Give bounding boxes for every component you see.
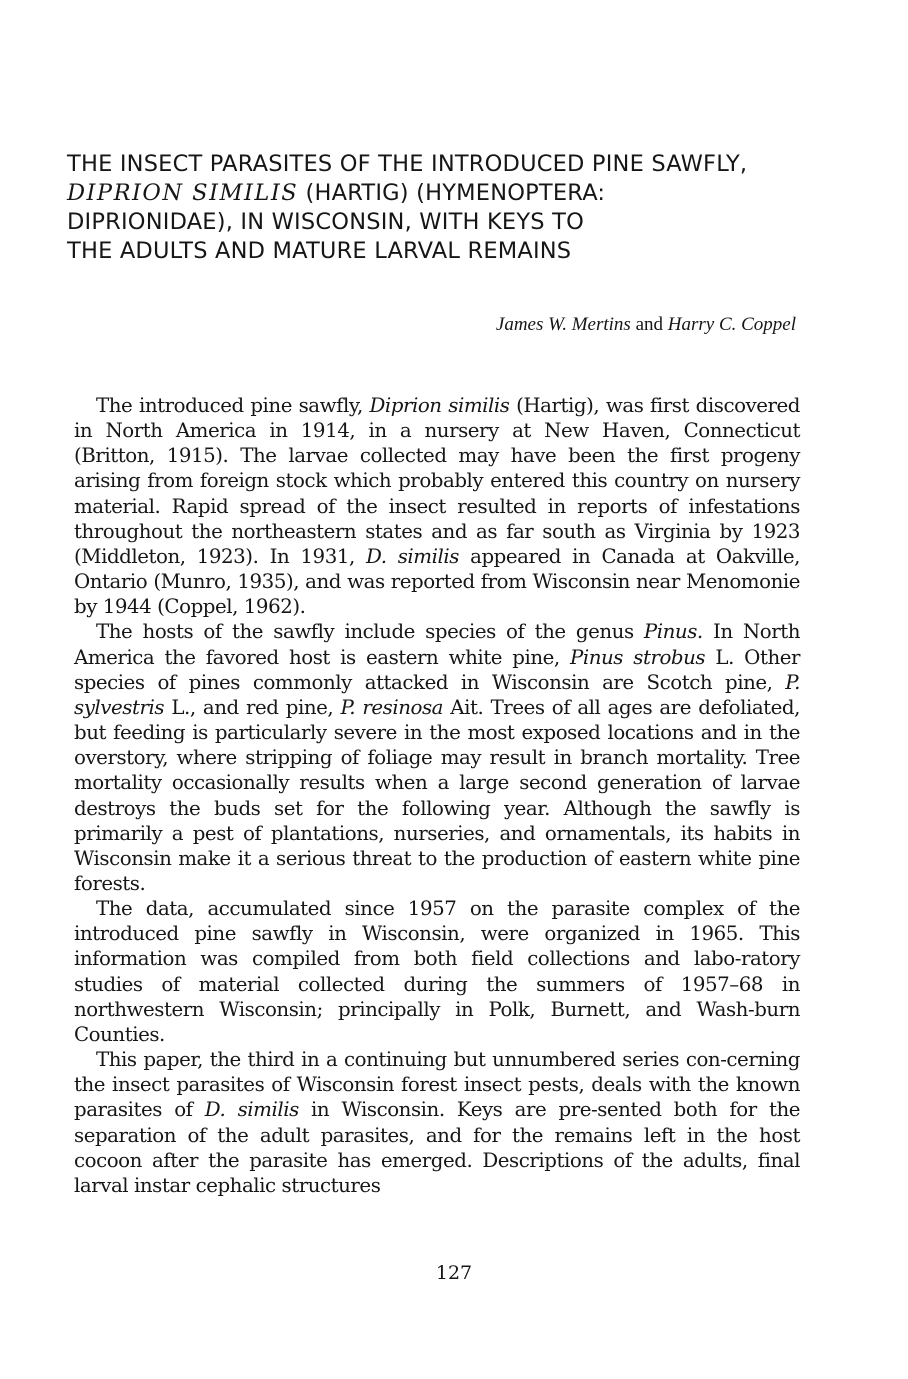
species-name: Pinus strobus (569, 645, 706, 669)
text-run: The introduced pine sawfly, (96, 394, 370, 417)
author-connector: and (630, 314, 668, 335)
text-run: Ait. Trees of all ages are defoliated, but feeding is particularly severe in the most exposed locations and in the overstory, where stripping of foliage may result in branch mortality. Tree mortality occasionally results when a large second generation of larvae destroys the buds set for the following year. Although the sawfly is primarily a pest of plantations, nurseries, and ornamentals, its habits in Wisconsin make it a serious threat to the production of eastern white pine forests. (74, 695, 800, 895)
text-run: (Hartig), was first discovered in North America in 1914, in a nursery at New Haven, Connecticut (Britton, 1915). The larvae collected may have been the first progeny arising from foreign stock which probably entered this country on nursery material. Rapid spread of the insect resulted in reports of infestations throughout the northeastern states and as far south as Virginia by 1923 (Middleton, 1923). In 1931, (74, 394, 800, 568)
species-name: D. similis (365, 544, 459, 568)
text-run: appeared in Canada at Oakville, Ontario (Munro, 1935), and was reported from Wisconsin near Menomonie by 1944 (Coppel, 1962). (74, 544, 800, 619)
paragraph-3 (74, 896, 800, 1047)
genus-name: Pinus. (643, 620, 703, 644)
article-title (67, 150, 837, 266)
species-name: P. sylvestris (74, 670, 800, 719)
title-line-3: DIPRIONIDAE), IN WISCONSIN, WITH KEYS TO (67, 209, 584, 235)
title-species-name: DIPRION SIMILIS (67, 180, 299, 206)
paragraph-4 (74, 1047, 800, 1198)
text-run: In North America the favored host is eastern white pine, (74, 620, 800, 669)
title-line-2-rest: (HARTIG) (HYMENOPTERA: (298, 180, 606, 206)
text-run: This paper, the third in a continuing but unnumbered series con-cerning the insect parasites of Wisconsin forest insect pests, deals with the known parasites of (74, 1048, 800, 1122)
author-byline (496, 314, 796, 336)
title-line-2 (67, 179, 837, 208)
author-1: James W. Mertins (495, 314, 631, 335)
species-name: P. resinosa (340, 695, 444, 719)
text-run: The data, accumulated since 1957 on the parasite complex of the introduced pine sawfly in Wisconsin, were organized in 1965. This information was compiled from both field collections and labo-ratory studies of material collected during the summers of 1957–68 in northwestern Wisconsin; principally in Polk, Burnett, and Wash-burn Counties. (74, 897, 800, 1046)
text-run: L. Other species of pines commonly attacked in Wisconsin are Scotch pine, (74, 645, 800, 694)
text-run: The hosts of the sawfly include species of the genus (96, 620, 644, 644)
text-run: in Wisconsin. Keys are pre-sented both for the separation of the adult parasites, and for the remains left in the host cocoon after the parasite has emerged. Descriptions of the adults, final larval instar cephalic structures (74, 1098, 801, 1197)
paragraph-2 (74, 619, 800, 896)
page-number: 127 (435, 1262, 473, 1284)
body-text (74, 393, 800, 1198)
species-name: D. similis (204, 1098, 299, 1122)
paragraph-1 (74, 393, 800, 619)
title-line-1: THE INSECT PARASITES OF THE INTRODUCED PINE SAWFLY, (67, 151, 748, 177)
author-2: Harry C. Coppel (667, 314, 796, 335)
text-run: L., and red pine, (164, 695, 341, 719)
species-name: Diprion similis (369, 394, 510, 417)
title-line-4: THE ADULTS AND MATURE LARVAL REMAINS (67, 238, 572, 264)
